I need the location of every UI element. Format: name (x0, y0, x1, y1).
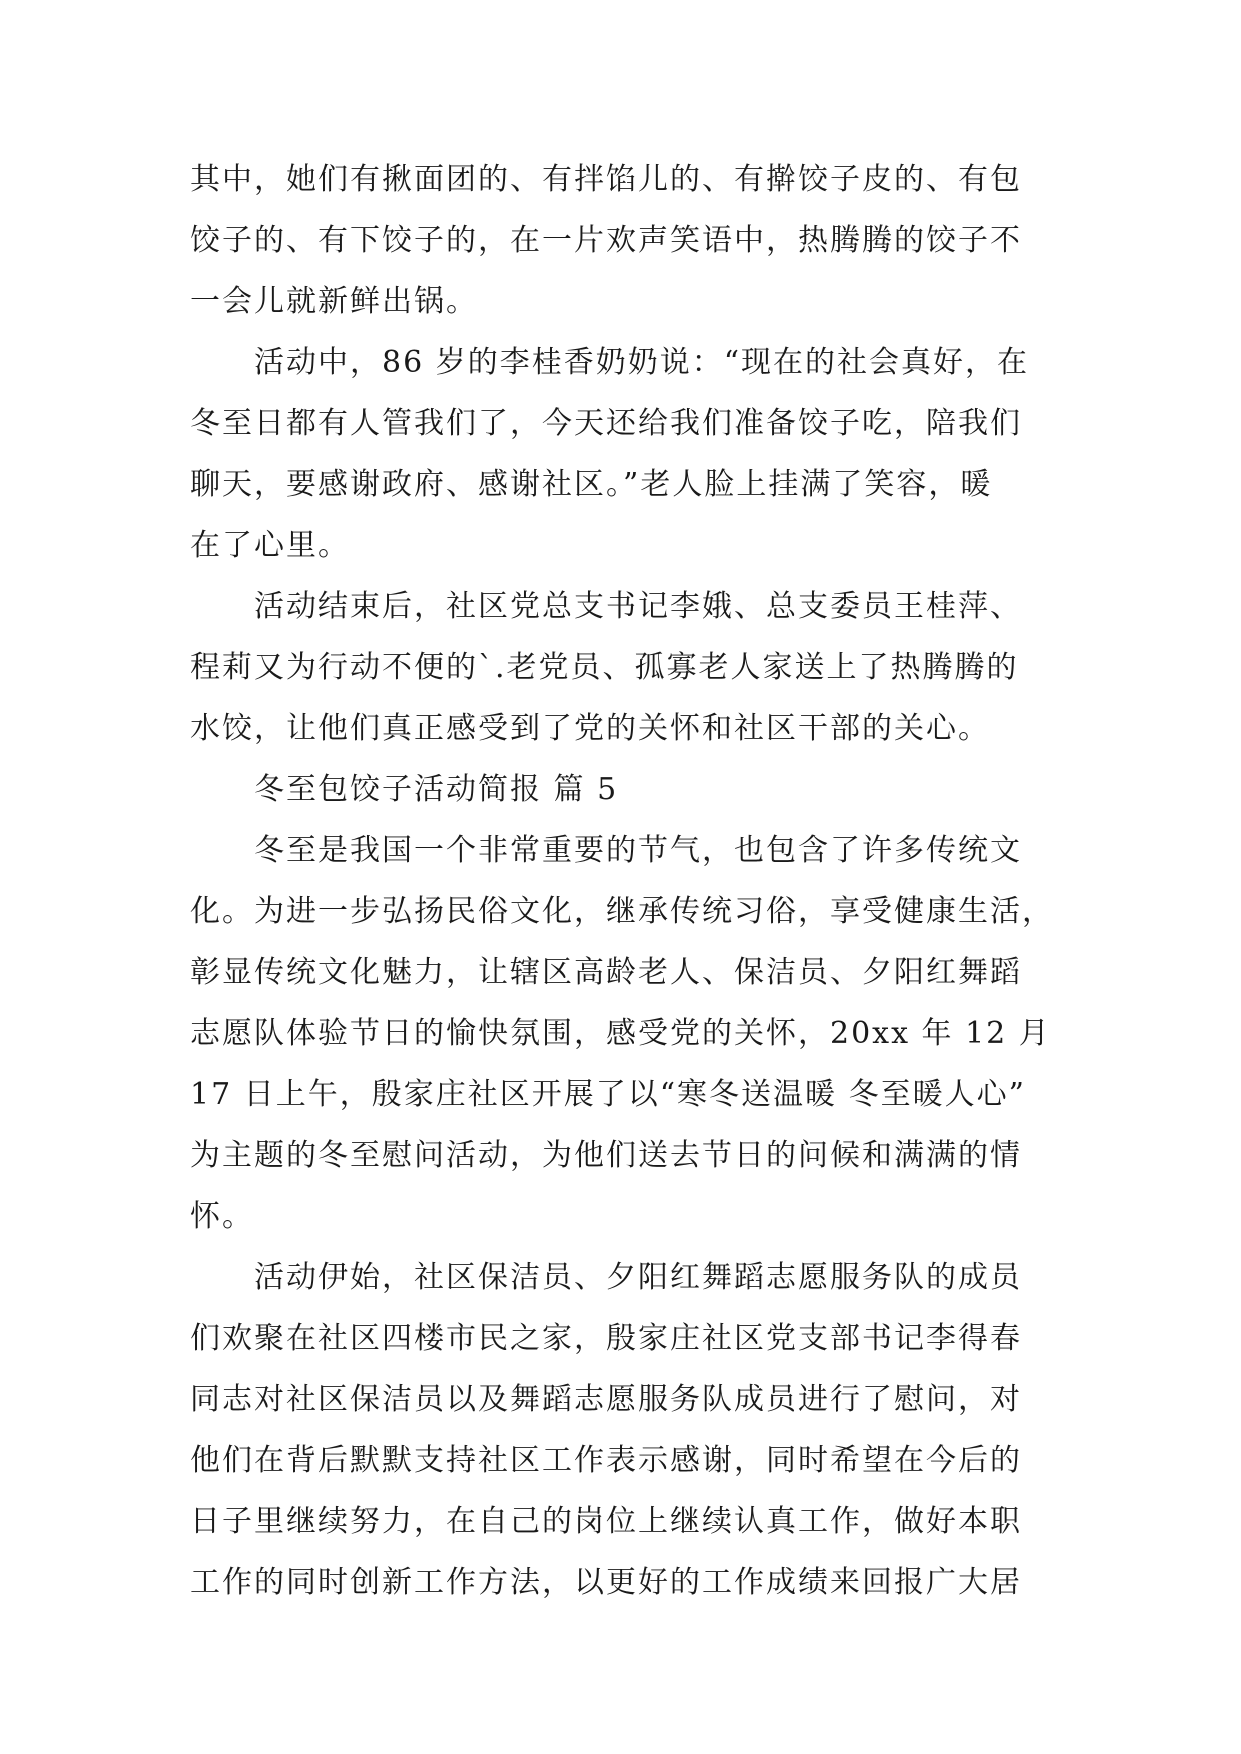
paragraph (190, 162, 1070, 319)
paragraph (190, 345, 1070, 563)
paragraph (190, 589, 1070, 746)
text-line: 们欢聚在社区四楼市民之家，殷家庄社区党支部书记李得春 (190, 1321, 1022, 1356)
text-line: 一会儿就新鲜出锅。 (190, 284, 478, 319)
section-title: 冬至包饺子活动简报 篇 5 (254, 772, 619, 807)
text-line: 工作的同时创新工作方法，以更好的工作成绩来回报广大居 (190, 1565, 1022, 1600)
text-line: 志愿队体验节日的愉快氛围，感受党的关怀，20xx 年 12 月 (190, 1016, 1051, 1051)
text-line: 聊天，要感谢政府、感谢社区。”老人脸上挂满了笑容，暖 (190, 467, 993, 502)
text-line: 17 日上午，殷家庄社区开展了以“寒冬送温暖 冬至暖人心” (190, 1077, 1026, 1112)
text-line: 为主题的冬至慰问活动，为他们送去节日的问候和满满的情 (190, 1138, 1022, 1173)
text-line: 活动中，86 岁的李桂香奶奶说：“现在的社会真好，在 (254, 345, 1030, 380)
text-line: 彰显传统文化魅力，让辖区高龄老人、保洁员、夕阳红舞蹈 (190, 955, 1022, 990)
text-line: 冬至日都有人管我们了，今天还给我们准备饺子吃，陪我们 (190, 406, 1022, 441)
text-line: 化。为进一步弘扬民俗文化，继承传统习俗，享受健康生活， (190, 894, 1054, 929)
text-line: 在了心里。 (190, 528, 350, 563)
text-line: 日子里继续努力，在自己的岗位上继续认真工作，做好本职 (190, 1504, 1022, 1539)
document-body (190, 162, 1070, 1629)
text-line: 饺子的、有下饺子的，在一片欢声笑语中，热腾腾的饺子不 (190, 223, 1022, 258)
text-line: 活动结束后，社区党总支书记李娥、总支委员王桂萍、 (254, 589, 1022, 624)
text-line: 冬至是我国一个非常重要的节气，也包含了许多传统文 (254, 833, 1022, 868)
paragraph (190, 1260, 1070, 1600)
section-heading (190, 772, 1070, 807)
text-line: 他们在背后默默支持社区工作表示感谢，同时希望在今后的 (190, 1443, 1022, 1478)
text-line: 同志对社区保洁员以及舞蹈志愿服务队成员进行了慰问，对 (190, 1382, 1022, 1417)
text-line: 活动伊始，社区保洁员、夕阳红舞蹈志愿服务队的成员 (254, 1260, 1022, 1295)
text-line: 其中，她们有揪面团的、有拌馅儿的、有擀饺子皮的、有包 (190, 162, 1022, 197)
text-line: 水饺，让他们真正感受到了党的关怀和社区干部的关心。 (190, 711, 990, 746)
text-line: 怀。 (190, 1199, 254, 1234)
paragraph (190, 833, 1070, 1234)
text-line: 程莉又为行动不便的`.老党员、孤寡老人家送上了热腾腾的 (190, 650, 1019, 685)
